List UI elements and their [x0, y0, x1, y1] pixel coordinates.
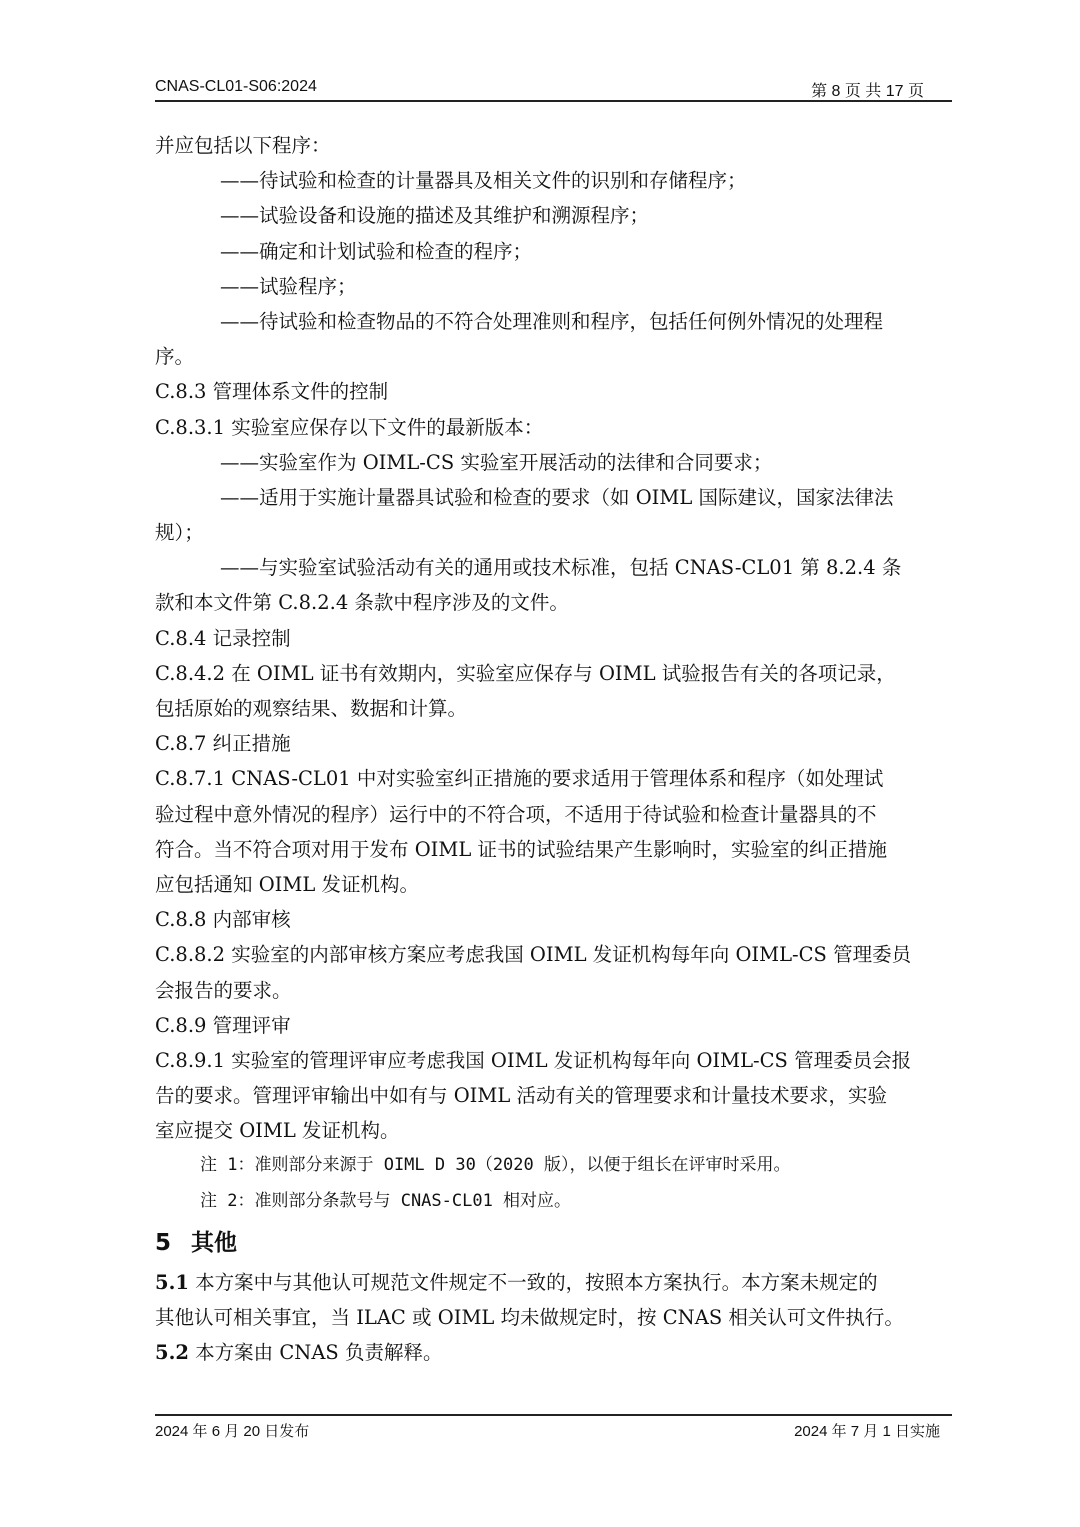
- clause-heading: C.8.7 纠正措施: [155, 732, 291, 756]
- text-line: 规）；: [155, 521, 204, 545]
- clause-text: C.8.8.2 实验室的内部审核方案应考虑我国 OIML 发证机构每年向 OIML-CS 管理委员: [155, 943, 912, 967]
- section-title: [155, 1221, 952, 1265]
- list-item: ——适用于实施计量器具试验和检查的要求（如 OIML 国际建议，国家法律法: [220, 485, 894, 509]
- note-1: 注 1：准则部分来源于 OIML D 30（2020 版），以便于组长在评审时采用。: [200, 1155, 791, 1176]
- text-line: 包括原始的观察结果、数据和计算。: [155, 697, 468, 720]
- effective-date: 2024 年 7 月 1 日实施: [794, 1423, 940, 1440]
- clause-heading: C.8.8 内部审核: [155, 908, 291, 932]
- clause-number: 5.1: [155, 1270, 189, 1294]
- page-header: [155, 74, 952, 102]
- note-2: 注 2：准则部分条款号与 CNAS-CL01 相对应。: [200, 1190, 572, 1211]
- clause-text: C.8.4.2 在 OIML 证书有效期内，实验室应保存与 OIML 试验报告有关的各项记录，: [155, 661, 896, 685]
- publish-date: 2024 年 6 月 20 日发布: [155, 1423, 310, 1440]
- clause-5-2: [155, 1335, 952, 1370]
- clause-text: C.8.7.1 CNAS-CL01 中对实验室纠正措施的要求适用于管理体系和程序（如处理试: [155, 767, 884, 791]
- page-footer: [155, 1414, 952, 1440]
- list-item: ——试验设备和设施的描述及其维护和溯源程序；: [220, 204, 650, 228]
- section-number: 5: [155, 1229, 172, 1256]
- text-line: 款和本文件第 C.8.2.4 条款中程序涉及的文件。: [155, 591, 569, 615]
- text-line: 其他认可相关事宜，当 ILAC 或 OIML 均未做规定时，按 CNAS 相关认可文件执行。: [155, 1306, 904, 1329]
- clause-heading: C.8.3 管理体系文件的控制: [155, 380, 389, 404]
- clause-text: 本方案由 CNAS 负责解释。: [188, 1341, 443, 1365]
- list-item: ——确定和计划试验和检查的程序；: [220, 239, 533, 263]
- list-item: ——实验室作为 OIML-CS 实验室开展活动的法律和合同要求；: [220, 450, 773, 474]
- list-item: ——待试验和检查的计量器具及相关文件的识别和存储程序；: [220, 169, 747, 193]
- list-item: ——待试验和检查物品的不符合处理准则和程序，包括任何例外情况的处理程: [220, 309, 884, 333]
- clause-text: C.8.3.1 实验室应保存以下文件的最新版本：: [155, 415, 544, 439]
- clause-heading: C.8.4 记录控制: [155, 626, 291, 650]
- list-item: ——与实验室试验活动有关的通用或技术标准，包括 CNAS-CL01 第 8.2.4 条: [220, 556, 902, 580]
- clause-5-1: [155, 1265, 952, 1300]
- clause-heading: C.8.9 管理评审: [155, 1013, 291, 1037]
- text-line: 告的要求。管理评审输出中如有与 OIML 活动有关的管理要求和计量技术要求，实验: [155, 1084, 888, 1108]
- clause-text: C.8.9.1 实验室的管理评审应考虑我国 OIML 发证机构每年向 OIML-CS 管理委员会报: [155, 1048, 912, 1072]
- clause-number: 5.2: [155, 1341, 189, 1365]
- text-line: 符合。当不符合项对用于发布 OIML 证书的试验结果产生影响时，实验室的纠正措施: [155, 837, 888, 861]
- text-line: 验过程中意外情况的程序）运行中的不符合项，不适用于待试验和检查计量器具的不: [155, 802, 877, 826]
- clause-text: 本方案中与其他认可规范文件规定不一致的，按照本方案执行。本方案未规定的: [188, 1270, 878, 1294]
- text-line: 会报告的要求。: [155, 978, 292, 1002]
- list-item: ——试验程序；: [220, 274, 357, 298]
- text-line: 序。: [155, 345, 195, 369]
- text-line: 应包括通知 OIML 发证机构。: [155, 872, 420, 896]
- document-body: [155, 128, 952, 1370]
- page-number: 第 8 页 共 17 页: [811, 83, 924, 100]
- text-line: 并应包括以下程序：: [155, 134, 331, 157]
- section-title-text: 其他: [191, 1229, 237, 1256]
- document-id: CNAS-CL01-S06:2024: [155, 78, 317, 95]
- text-line: 室应提交 OIML 发证机构。: [155, 1119, 400, 1143]
